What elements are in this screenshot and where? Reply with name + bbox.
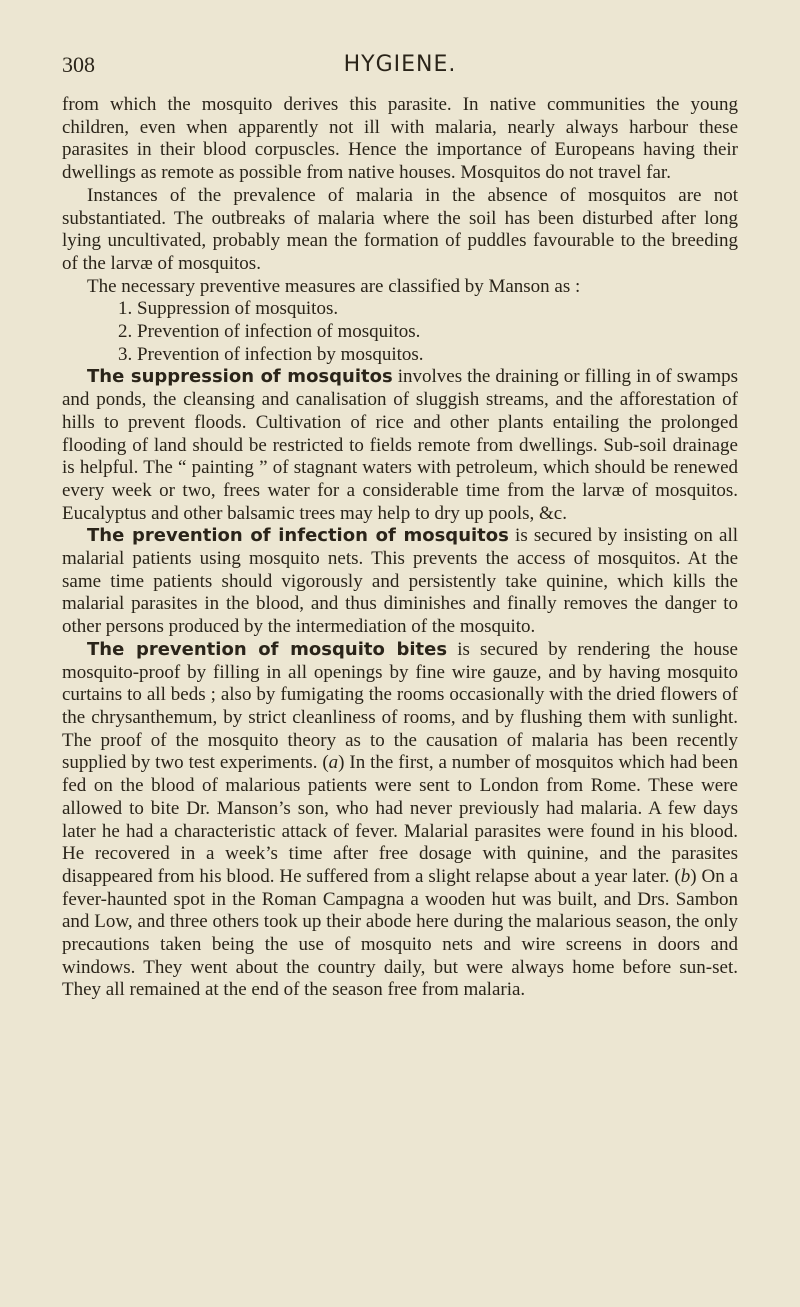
paragraph-lead: The prevention of infection of mosquitos xyxy=(87,525,509,547)
list-item: 2. Prevention of infection of mosquitos. xyxy=(118,321,421,343)
paragraph-lead: The prevention of mosquito bites xyxy=(87,638,448,660)
paragraph: from which the mosquito derives this parasite. In native communities the young children, even when apparently not ill with malaria, nearly always harbour these parasites in their blood corpuscles. Hence the importance of Europeans having their dwellings as remote as possible from native houses. Mosquitos do not travel far. xyxy=(62,94,738,184)
paragraph xyxy=(62,639,738,1002)
experiment-marker-b: b xyxy=(680,865,691,887)
running-title: HYGIENE. xyxy=(343,52,457,77)
paragraph: The necessary preventive measures are classified by Manson as : xyxy=(87,275,581,297)
paragraph-text: ) On a fever-haunted spot in the Roman Campagna a wooden hut was built, and Drs. Sambon and Low, and three others took up their abode here during the malarious season, the only precautions taken being the use of mosquito nets and wire screens in doors and windows. They went about the country daily, but were always home before sun-set. They all remained at the end of the season free from malaria. xyxy=(62,865,739,1001)
paragraph xyxy=(62,525,738,639)
list-item: 1. Suppression of mosquitos. xyxy=(118,298,339,320)
page-header xyxy=(62,52,738,82)
paragraph-text: ) In the first, a number of mosquitos which had been fed on the blood of malarious patients were sent to London from Rome. These were allowed to bite Dr. Manson’s son, who had never previously had malaria. A few days later he had a characteristic attack of fever. Malarial parasites were found in his blood. He recovered in a week’s time after free dosage with quinine, and the parasites disappeared from his blood. He suffered from a slight relapse about a year later. ( xyxy=(62,752,738,887)
preventive-measures-list xyxy=(62,298,738,366)
paragraph-text: involves the draining or filling in of swamps and ponds, the cleansing and canalisation of sluggish streams, and the afforestation of hills to prevent floods. Cultivation of rice and other plants entailing the prolonged flooding of land should be restricted to fields remote from dwellings. Sub-soil drainage is helpful. The “ painting ” of stagnant waters with petroleum, which should be renewed every week or two, frees water for a considerable time from the larvæ of mosquitos. Eucalyptus and other balsamic trees may help to dry up pools, &c. xyxy=(62,366,738,524)
body-text xyxy=(62,94,738,1002)
paragraph-lead: The suppression of mosquitos xyxy=(87,366,393,388)
paragraph xyxy=(62,366,738,525)
paragraph: Instances of the prevalence of malaria in the absence of mosquitos are not substantiated. The outbreaks of malaria where the soil has been disturbed after long lying uncultivated, probably mean the formation of puddles favourable to the breeding of the larvæ of mosquitos. xyxy=(62,184,738,274)
experiment-marker-a: a xyxy=(328,752,339,774)
list-item: 3. Prevention of infection by mosquitos. xyxy=(118,343,424,365)
paragraph-text: is secured by insisting on all malarial patients using mosquito nets. This prevents the access of mosquitos. At the same time patients should vigorously and persistently take quinine, which kills the malarial parasites in the blood, and thus diminishes and finally removes the danger to other persons produced by the intermediation of the mosquito. xyxy=(62,525,739,638)
page-number: 308 xyxy=(62,52,95,77)
paragraph-text: is secured by rendering the house mosquito-proof by filling in all openings by fine wire gauze, and by having mosquito curtains to all beds ; also by fumigating the rooms occasionally with the dried flowers of the chrysanthemum, by strict cleanliness of rooms, and by flushing them with sunlight. The proof of the mosquito theory as to the causation of malaria has been recently supplied by two test experiments. ( xyxy=(62,638,738,774)
